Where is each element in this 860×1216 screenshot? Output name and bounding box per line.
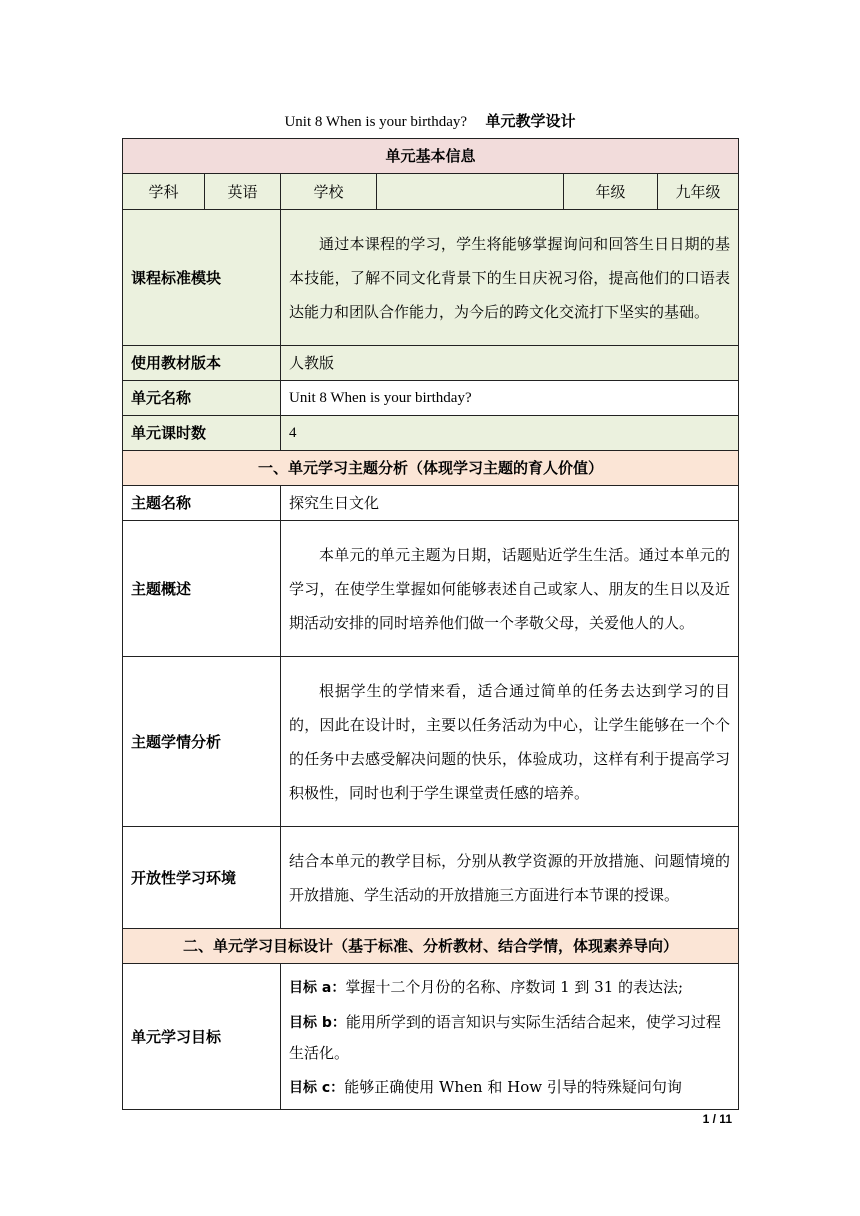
theme-name-value: 探究生日文化 [281, 486, 739, 521]
goal-b-label: 目标 b： [289, 1015, 346, 1031]
grade-label: 年级 [564, 174, 658, 210]
page-number: 1 / 11 [702, 1112, 732, 1126]
goal-c [289, 1072, 730, 1103]
section2-header: 二、单元学习目标设计（基于标准、分析教材、结合学情，体现素养导向） [123, 929, 739, 964]
document-title [0, 110, 860, 131]
hours-label: 单元课时数 [123, 416, 281, 451]
grade-value: 九年级 [658, 174, 739, 210]
basic-info-header: 单元基本信息 [123, 139, 739, 174]
goals-label: 单元学习目标 [123, 964, 281, 1110]
goal-a-label: 目标 a： [289, 980, 346, 996]
goals-cell [281, 964, 739, 1110]
unit-name-value: Unit 8 When is your birthday? [281, 381, 739, 416]
textbook-value: 人教版 [281, 346, 739, 381]
analysis-text: 根据学生的学情来看，适合通过简单的任务去达到学习的目的，因此在设计时，主要以任务活动为中心，让学生能够在一个个的任务中去感受解决问题的快乐，体验成功，这样有利于提高学习积极性，同时也利于学生课堂责任感的培养。 [281, 657, 739, 827]
goal-a [289, 972, 730, 1003]
goal-b-text: 能用所学到的语言知识与实际生活结合起来，使学习过程生活化。 [289, 1013, 721, 1062]
title-chinese: 单元教学设计 [485, 112, 576, 130]
overview-text: 本单元的单元主题为日期，话题贴近学生生活。通过本单元的学习，在使学生掌握如何能够表述自己或家人、朋友的生日以及近期活动安排的同时培养他们做一个孝敬父母，关爱他人的人。 [281, 521, 739, 657]
env-label: 开放性学习环境 [123, 827, 281, 929]
env-text: 结合本单元的教学目标，分别从教学资源的开放措施、问题情境的开放措施、学生活动的开放措施三方面进行本节课的授课。 [281, 827, 739, 929]
goal-c-text: 能够正确使用 When 和 How 引导的特殊疑问句询 [344, 1078, 682, 1096]
unit-design-table [122, 138, 739, 1110]
curriculum-text: 通过本课程的学习，学生将能够掌握询问和回答生日日期的基本技能，了解不同文化背景下的生日庆祝习俗，提高他们的口语表达能力和团队合作能力，为今后的跨文化交流打下坚实的基础。 [281, 210, 739, 346]
goal-a-text: 掌握十二个月份的名称、序数词 1 到 31 的表达法; [345, 978, 684, 996]
title-english: Unit 8 When is your birthday? [284, 114, 468, 130]
unit-name-label: 单元名称 [123, 381, 281, 416]
goal-c-label: 目标 c： [289, 1080, 345, 1096]
analysis-label: 主题学情分析 [123, 657, 281, 827]
section1-header: 一、单元学习主题分析（体现学习主题的育人价值） [123, 451, 739, 486]
school-value [377, 174, 564, 210]
school-label: 学校 [281, 174, 377, 210]
overview-label: 主题概述 [123, 521, 281, 657]
hours-value: 4 [281, 416, 739, 451]
goal-b [289, 1007, 730, 1068]
subject-label: 学科 [123, 174, 205, 210]
curriculum-label: 课程标准模块 [123, 210, 281, 346]
subject-value: 英语 [205, 174, 281, 210]
textbook-label: 使用教材版本 [123, 346, 281, 381]
theme-name-label: 主题名称 [123, 486, 281, 521]
